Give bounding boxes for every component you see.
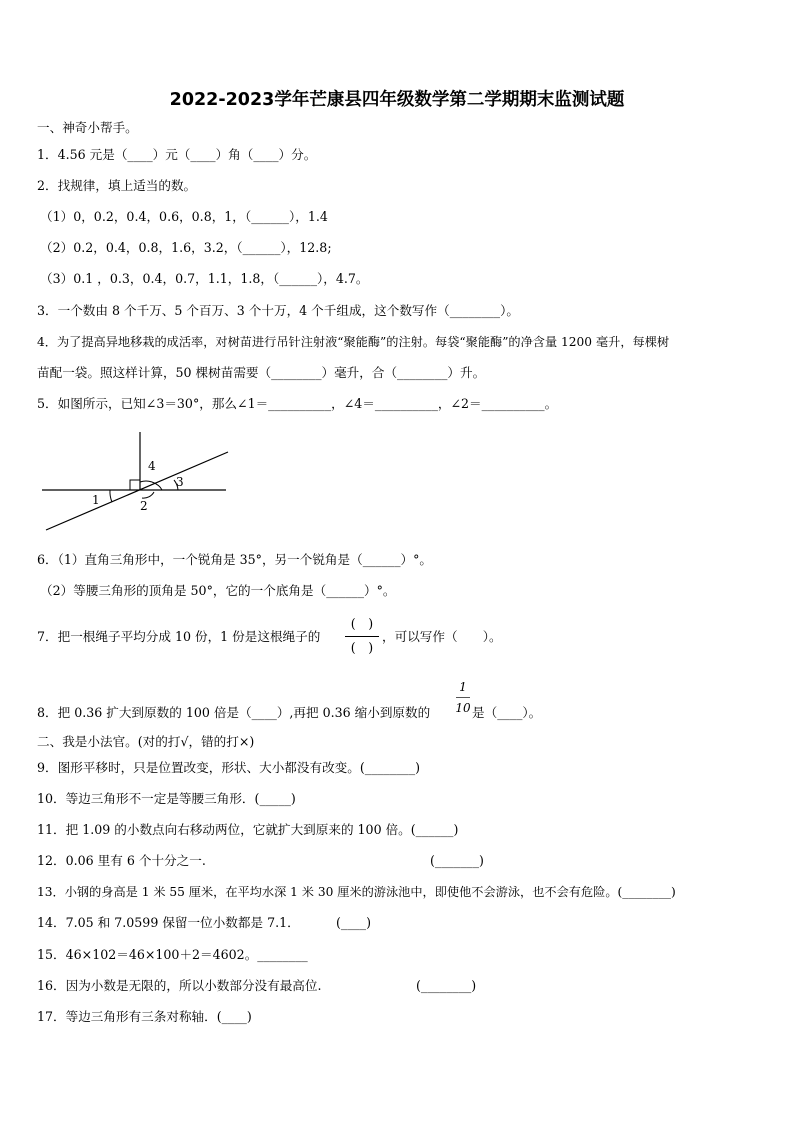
question-12: 12．0.06 里有 6 个十分之一. — [37, 853, 206, 868]
question-7-text: 7．把一根绳子平均分成 10 份，1 份是这根绳子的 — [37, 629, 321, 644]
question-8-tail: 是（____）。 — [472, 705, 542, 720]
question-8: 8．把 0.36 扩大到原数的 100 倍是（____）,再把 0.36 缩小到原数的 — [37, 705, 431, 720]
angle-1-label: 1 — [92, 493, 100, 507]
question-16: 16．因为小数是无限的，所以小数部分没有最高位. — [37, 978, 322, 993]
question-2-part-3: （3）0.1 ，0.3，0.4，0.7，1.1，1.8，（______），4.7。 — [40, 271, 369, 286]
angle-4-label: 4 — [148, 459, 156, 473]
question-3: 3．一个数由 8 个千万、5 个百万、3 个十万，4 个千组成，这个数写作（________）。 — [37, 303, 519, 318]
page-title: 2022-2023学年芒康县四年级数学第二学期期末监测试题 — [169, 90, 625, 110]
angle-figure — [36, 424, 236, 534]
question-12-blank: (_______) — [430, 853, 484, 868]
angle-3-label: 3 — [176, 475, 184, 489]
question-7 — [37, 628, 320, 646]
angle-2-label: 2 — [140, 499, 148, 513]
section-2-heading: 二、我是小法官。(对的打√，错的打×) — [37, 734, 255, 749]
question-4-line-2: 苗配一袋。照这样计算，50 棵树苗需要（________）毫升，合（________）升。 — [37, 365, 486, 380]
question-15: 15．46×102＝46×100＋2＝4602。________ — [37, 947, 308, 962]
section-1-heading: 一、神奇小帮手。 — [37, 120, 138, 135]
question-2: 2．找规律，填上适当的数。 — [37, 178, 197, 193]
question-7-tail: ，可以写作（ ）。 — [382, 629, 502, 644]
q8-numerator: 1 — [459, 680, 467, 694]
q7-numerator: ( ) — [350, 616, 374, 631]
question-17: 17．等边三角形有三条对称轴．(____) — [37, 1009, 252, 1024]
question-6-part-2: （2）等腰三角形的顶角是 50°，它的一个底角是（______）°。 — [40, 583, 396, 598]
question-13: 13．小钢的身高是 1 米 55 厘米，在平均水深 1 米 30 厘米的游泳池中，即使他不会游泳，也不会有危险。(________) — [37, 885, 676, 899]
question-6-part-1: 6．（1）直角三角形中，一个锐角是 35°，另一个锐角是（______）°。 — [37, 552, 432, 567]
q8-denominator: 10 — [455, 701, 471, 715]
question-1: 1．4.56 元是（____）元（____）角（____）分。 — [37, 147, 317, 162]
question-16-blank: (________) — [416, 978, 477, 993]
question-2-part-1: （1）0，0.2，0.4，0.6，0.8，1，（______），1.4 — [40, 209, 328, 224]
q7-denominator: ( ) — [350, 640, 374, 655]
q8-fraction-bar — [456, 697, 470, 698]
question-2-part-2: （2）0.2，0.4，0.8，1.6，3.2，（______），12.8; — [40, 240, 332, 255]
question-14-blank: (____) — [336, 915, 372, 930]
question-14: 14．7.05 和 7.0599 保留一位小数都是 7.1． — [37, 915, 300, 930]
question-9: 9．图形平移时，只是位置改变，形状、大小都没有改变。(________) — [37, 760, 421, 775]
question-10: 10．等边三角形不一定是等腰三角形．(_____) — [37, 791, 296, 806]
question-11: 11．把 1.09 的小数点向右移动两位，它就扩大到原来的 100 倍。(______) — [37, 822, 459, 837]
q7-fraction-bar — [345, 636, 379, 637]
question-5: 5．如图所示，已知∠3＝30°，那么∠1＝__________，∠4＝__________，∠2＝__________。 — [37, 396, 558, 411]
question-4-line-1: 4．为了提高异地移栽的成活率，对树苗进行吊针注射液“聚能酶”的注射。每袋“聚能酶”的净含量 1200 毫升，每棵树 — [37, 335, 670, 349]
